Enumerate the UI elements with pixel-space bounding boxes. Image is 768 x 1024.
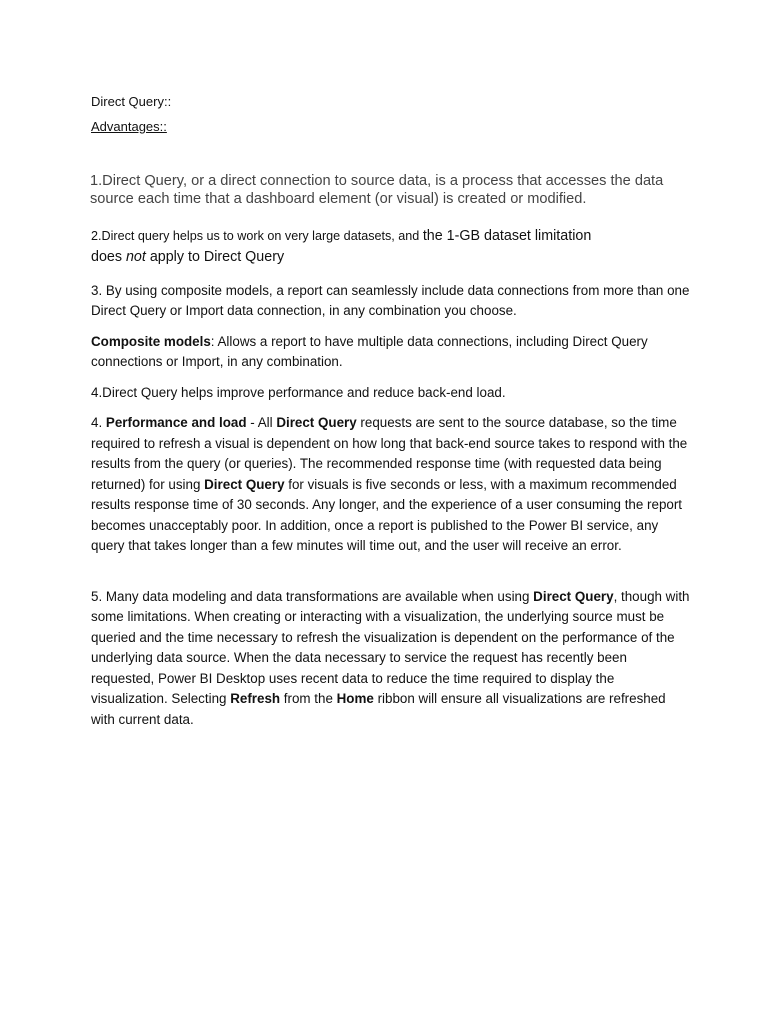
document-body (91, 93, 691, 730)
p5-text3: from the (280, 691, 337, 707)
paragraph-2-part1: 2.Direct query helps us to work on very large datasets, and (91, 229, 423, 243)
p5-bold2: Refresh (230, 691, 281, 707)
paragraph-4b (91, 413, 691, 557)
p4b-bold2: Direct Query (276, 415, 357, 431)
composite-models-label: Composite models (91, 333, 211, 349)
paragraph-4a: 4.Direct Query helps improve performance and reduce back-end load. (91, 384, 506, 400)
p4b-prefix: 4. (91, 415, 106, 431)
p5-text4: ribbon will ensure all visualizations are refreshed with current data. (91, 691, 666, 727)
p5-bold3: Home (336, 691, 374, 707)
paragraph-2 (91, 226, 691, 268)
p5-text1: 5. Many data modeling and data transformations are available when using (91, 588, 534, 604)
advantages-heading: Advantages:: (91, 119, 167, 134)
paragraph-3: 3. By using composite models, a report can seamlessly include data connections from more than one Direct Query or Import data connection, in any combination you choose. (91, 282, 690, 319)
p4b-bold1: Performance and load (105, 415, 247, 431)
composite-models-text: : Allows a report to have multiple data connections, including Direct Query connections or Import, in any combination. (91, 333, 648, 370)
paragraph-2-part2: the 1-GB dataset limitation (422, 228, 592, 244)
p4b-text1: - All (246, 415, 277, 431)
p4b-bold3: Direct Query (204, 476, 285, 492)
paragraph-2-italic: not (125, 249, 146, 265)
document-title: Direct Query:: (91, 94, 172, 109)
p5-bold1: Direct Query (533, 588, 614, 604)
p4b-text3: for visuals is five seconds or less, with a maximum recommended results response time of 30 seconds. Any longer, and the experience of a user consuming the report becomes unacceptably poor. In addition, once a report is published to the Power BI service, any query that takes longer than a few minutes will time out, and the user will receive an error. (91, 476, 683, 554)
paragraph-2-part3: does (91, 249, 126, 265)
paragraph-5 (91, 587, 691, 731)
paragraph-2-line2 (91, 247, 691, 268)
paragraph-1: 1.Direct Query, or a direct connection to source data, is a process that accesses the data source each time that a dashboard element (or visual) is created or modified. (90, 173, 664, 207)
p5-text2: , though with some limitations. When creating or interacting with a visualization, the underlying source must be queried and the time necessary to refresh the visualization is dependent on the performance of the underlying data source. When the data necessary to service the request has recently been requested, Power BI Desktop uses recent data to reduce the time required to display the visualization. Selecting (91, 588, 690, 707)
paragraph-2-part4: apply to Direct Query (145, 249, 285, 265)
composite-models-paragraph (91, 332, 691, 373)
p4b-text2: requests are sent to the source database, so the time required to refresh a visual is dependent on how long that back-end source takes to respond with the results from the query (or queries). The recommended response time (with requested data being returned) for using (91, 415, 688, 492)
